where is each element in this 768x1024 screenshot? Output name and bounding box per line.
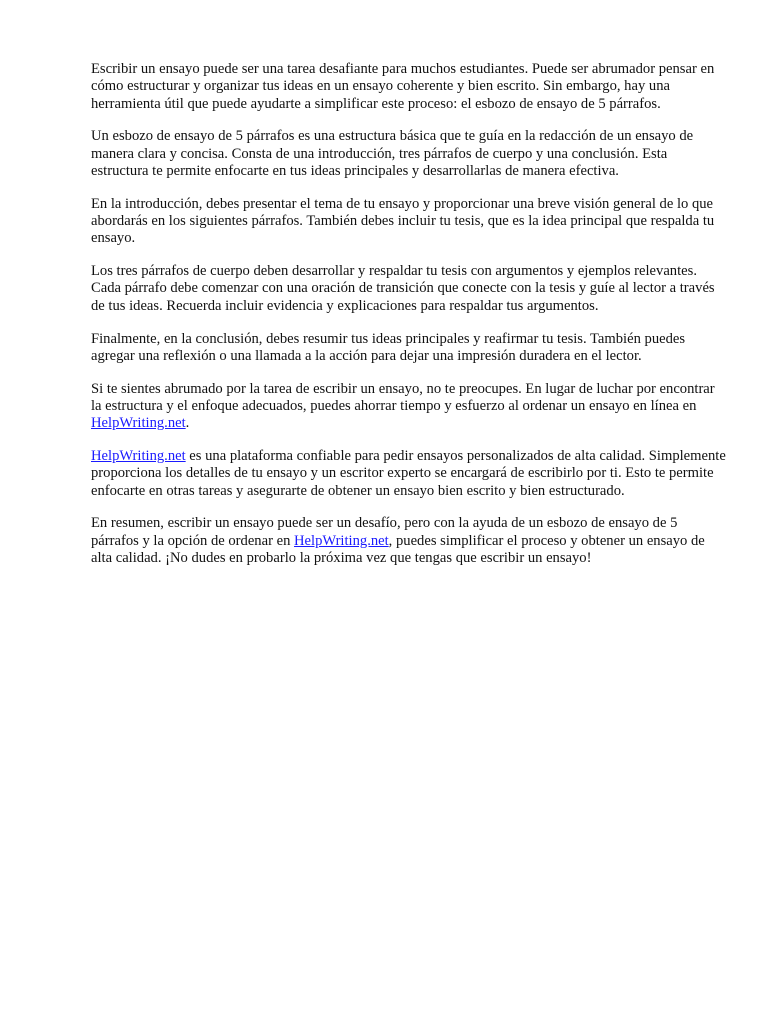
paragraph-conclusion-section: Finalmente, en la conclusión, debes resumir tus ideas principales y reafirmar tu tesis. También puedes agregar una reflexión o una llamada a la acción para dejar una impresión duradera en el lector. (91, 330, 686, 364)
helpwriting-link[interactable]: HelpWriting.net (294, 532, 389, 549)
helpwriting-link[interactable]: HelpWriting.net (91, 415, 186, 432)
paragraph-platform (91, 448, 727, 500)
paragraph-body-section: Los tres párrafos de cuerpo deben desarrollar y respaldar tu tesis con argumentos y ejemplos relevantes. Cada párrafo debe comenzar con una oración de transición que conecte con la tesis y guíe al lector a través de tus ideas. Recuerda incluir evidencia y explicaciones para respaldar tus argumentos. (91, 263, 715, 314)
paragraph-text: , puedes simplificar el proceso y obtener un ensayo de alta calidad. ¡No dudes en probarlo la próxima vez que tengas que escribir un ensayo! (91, 532, 705, 567)
paragraph-introduction-section: En la introducción, debes presentar el tema de tu ensayo y proporcionar una breve visión general de lo que abordarás en los siguientes párrafos. También debes incluir tu tesis, que es la idea principal que respalda tu ensayo. (91, 195, 715, 247)
paragraph-text: . (185, 415, 190, 432)
paragraph-intro: Escribir un ensayo puede ser una tarea desafiante para muchos estudiantes. Puede ser abrumador pensar en cómo estructurar y organizar tus ideas en un ensayo coherente y bien escrito. Sin embargo, hay una herramienta útil que puede ayudarte a simplificar este proceso: el esbozo de ensayo de 5 párrafos. (91, 61, 715, 112)
paragraph-outline-definition: Un esbozo de ensayo de 5 párrafos es una estructura básica que te guía en la redacción de un ensayo de manera clara y concisa. Consta de una introducción, tres párrafos de cuerpo y una conclusión. Esta estructura te permite enfocarte en tus ideas principales y desarrollarlas de manera efectiva. (91, 128, 694, 179)
paragraph-text: es una plataforma confiable para pedir ensayos personalizados de alta calidad. Simplemente proporciona los detalles de tu ensayo y un escritor experto se encargará de escribirlo por ti. Esto te permite enfocarte en otras tareas y asegurarte de obtener un ensayo bien escrito y bien estructurado. (91, 448, 726, 499)
paragraph-text: Si te sientes abrumado por la tarea de escribir un ensayo, no te preocupes. En lugar de luchar por encontrar la estructura y el enfoque adecuados, puedes ahorrar tiempo y esfuerzo al ordenar un ensayo en línea en (91, 380, 715, 414)
paragraph-order-online (91, 381, 727, 433)
document-body (91, 61, 727, 583)
paragraph-summary (91, 515, 727, 567)
helpwriting-link[interactable]: HelpWriting.net (91, 448, 186, 465)
paragraph-text: En resumen, escribir un ensayo puede ser un desafío, pero con la ayuda de un esbozo de ensayo de 5 párrafos y la opción de ordenar en (91, 515, 678, 549)
